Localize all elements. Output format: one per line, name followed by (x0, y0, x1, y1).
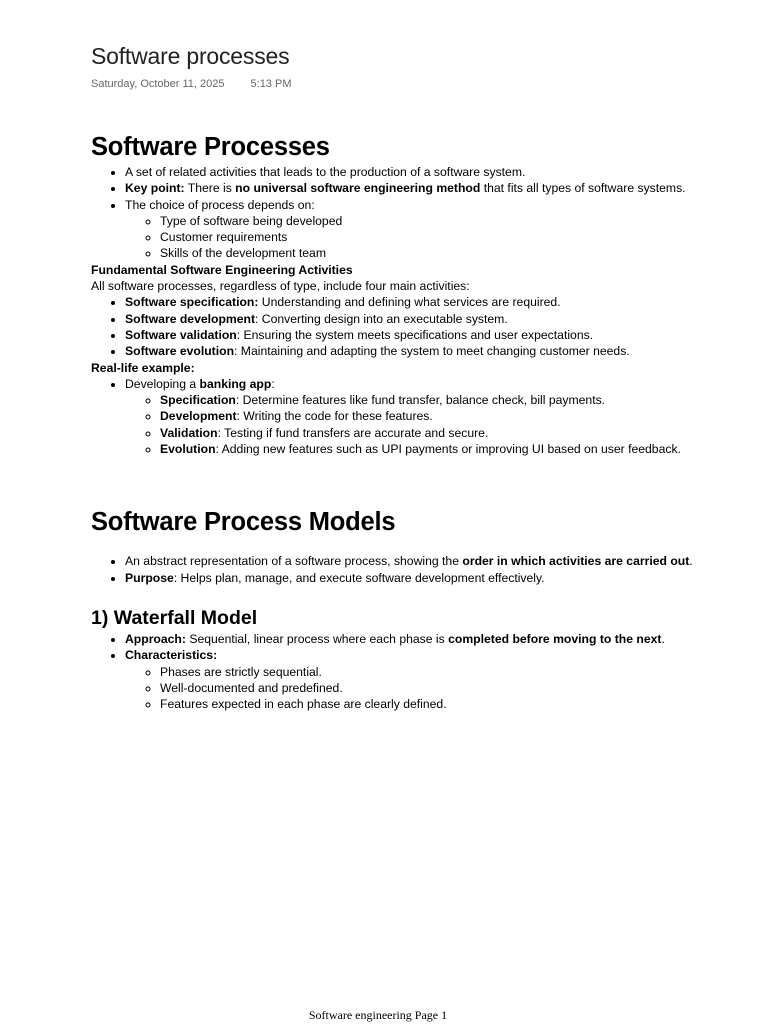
list-item (160, 425, 731, 441)
page-time: 5:13 PM (250, 78, 292, 90)
bullet-text: : Converting design into an executable system. (255, 311, 508, 326)
list-item (125, 197, 731, 262)
example-list (91, 376, 731, 457)
bullet-emphasis: order in which activities are carried out (462, 554, 690, 569)
bullet-label: Approach: (125, 631, 186, 646)
characteristics-list (125, 664, 731, 713)
list-item: ◦ Customer requirements (160, 229, 731, 245)
list-item (125, 180, 731, 196)
bullet-label: Evolution (160, 442, 216, 457)
bullet-text: : Helps plan, manage, and execute software development effectively. (173, 570, 545, 585)
bullet-emphasis: completed before moving to the next (448, 631, 662, 646)
list-item: ◦ Phases are strictly sequential. (160, 664, 731, 680)
bullet-text: . (661, 631, 665, 646)
bullet-text: Sequential, linear process where each phase is (185, 631, 449, 646)
bullet-text: A set of related activities that leads to the production of a software system. (125, 165, 526, 179)
bullet-label: Specification (160, 393, 236, 408)
example-heading: Real-life example: (91, 360, 195, 375)
section-heading-waterfall: 1) Waterfall Model (91, 606, 258, 629)
models-list (91, 553, 731, 586)
list-item: ◦ Type of software being developed (160, 213, 731, 229)
bullet-text: : Ensuring the system meets specifications and user expectations. (236, 327, 594, 342)
waterfall-list (91, 631, 731, 712)
bullet-text: : Determine features like fund transfer, balance check, bill payments. (235, 393, 606, 408)
section-heading-process-models: Software Process Models (91, 508, 396, 537)
note-content (91, 130, 731, 712)
bullet-text: : Testing if fund transfers are accurate and secure. (217, 425, 489, 440)
bullet-text: Understanding and defining what services are required. (258, 295, 561, 310)
bullet-label: Key point: (125, 181, 185, 196)
bullet-text: : Adding new features such as UPI payments or improving UI based on user feedback. (215, 442, 681, 457)
list-item (125, 311, 731, 327)
list-item (125, 553, 731, 569)
list-item (125, 647, 731, 712)
activities-intro: All software processes, regardless of type, include four main activities: (91, 279, 470, 294)
spacer (91, 457, 731, 505)
bullet-text: An abstract representation of a software process, showing the (125, 554, 463, 569)
bullet-text: Developing a (125, 376, 200, 391)
page-footer: Software engineering Page 1 (308, 1008, 448, 1022)
list-item (160, 441, 731, 457)
bullet-text: : (271, 376, 275, 391)
list-item: ◦ Features expected in each phase are clearly defined. (160, 696, 731, 712)
list-item (125, 164, 731, 180)
spacer (91, 586, 731, 605)
bullet-emphasis: no universal software engineering method (235, 181, 481, 196)
bullet-text: The choice of process depends on: (125, 197, 315, 212)
bullet-text: : Writing the code for these features. (236, 409, 433, 424)
spacer (91, 539, 731, 553)
bullet-text: : Maintaining and adapting the system to meet changing customer needs. (234, 344, 630, 359)
bullet-text: that fits all types of software systems. (480, 181, 686, 196)
list-item (125, 343, 731, 359)
list-item: ◦ Skills of the development team (160, 245, 731, 261)
page-meta (91, 78, 291, 90)
list-item (160, 392, 731, 408)
bullet-label: Software evolution (125, 344, 235, 359)
section-heading-software-processes: Software Processes (91, 133, 330, 161)
bullet-label: Software specification: (125, 295, 259, 310)
list-item (125, 631, 731, 647)
bullet-label: Software development (125, 311, 256, 326)
bullet-text: There is (184, 181, 236, 196)
list-item: ◦ Well-documented and predefined. (160, 680, 731, 696)
activities-list (91, 294, 731, 359)
page-title: Software processes (91, 43, 290, 69)
list-item (125, 327, 731, 343)
bullet-label: Purpose (125, 570, 174, 585)
list-item (125, 570, 731, 586)
bullet-emphasis: banking app (199, 376, 272, 391)
list-item (160, 408, 731, 424)
list-item (125, 376, 731, 457)
list-item (125, 294, 731, 310)
bullet-text: . (689, 554, 693, 569)
activities-heading: Fundamental Software Engineering Activities (91, 262, 353, 277)
example-steps-list (125, 392, 731, 457)
page-date: Saturday, October 11, 2025 (91, 78, 225, 90)
bullet-label: Software validation (125, 327, 237, 342)
depends-on-list (125, 213, 731, 262)
bullet-label: Validation (160, 425, 218, 440)
bullet-label: Development (160, 409, 237, 424)
intro-list (91, 164, 731, 262)
bullet-label: Characteristics: (125, 648, 218, 663)
